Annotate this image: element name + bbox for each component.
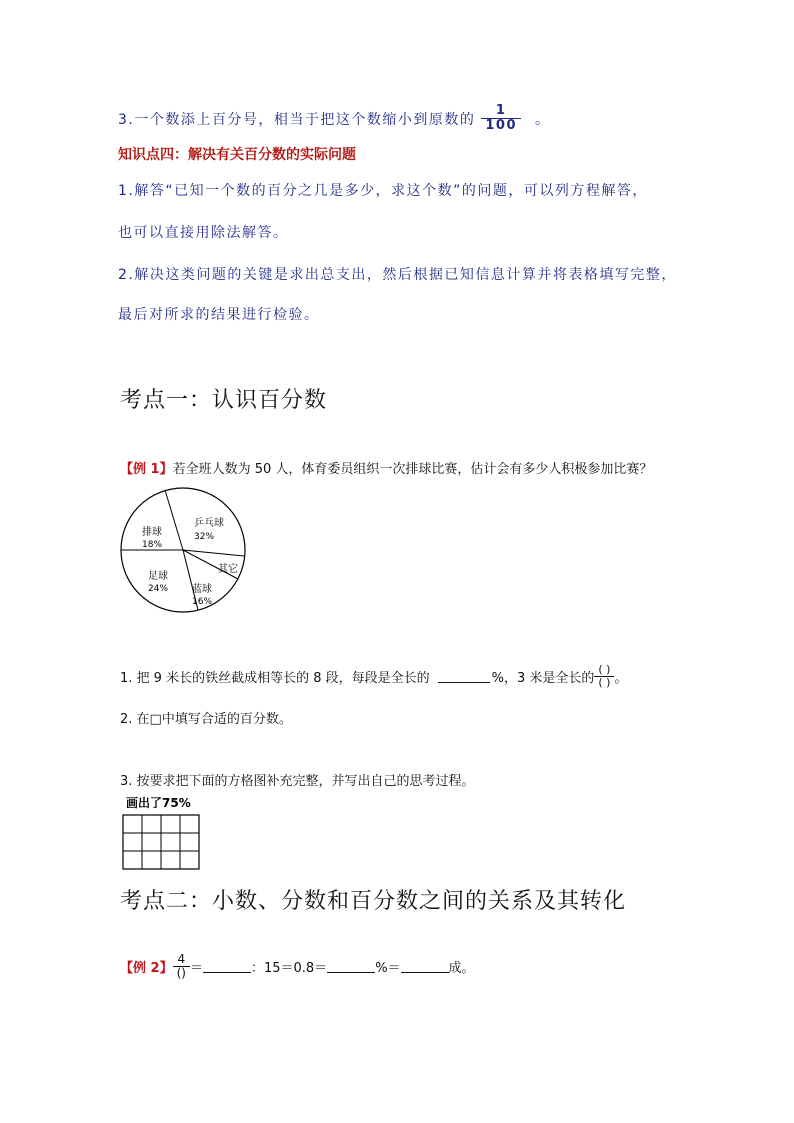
paragraph-2-line-1: 2.解决这类问题的关键是求出总支出，然后根据已知信息计算并将表格填写完整， xyxy=(118,267,677,283)
knowledge-item-3-text: 3.一个数添上百分号，相当于把这个数缩小到原数的 xyxy=(118,111,476,128)
knowledge-item-3: 3.一个数添上百分号，相当于把这个数缩小到原数的 $\frac{1}{100}$ 。 xyxy=(118,103,551,134)
question-1-fraction-blank[interactable]: $\frac{( )}{( )}$ xyxy=(594,664,614,689)
fraction-one-hundredth: $\frac{1}{100}$ xyxy=(481,104,521,134)
example-2-blank-3[interactable] xyxy=(401,960,449,973)
grid-figure xyxy=(122,794,200,874)
slice-value-basketball: 16% xyxy=(192,597,213,607)
question-1-text-a: 1. 把 9 米长的铁丝截成相等长的 8 段，每段是全长的 xyxy=(120,671,430,687)
slice-value-football: 24% xyxy=(148,584,169,594)
paragraph-1-line-2: 也可以直接用除法解答。 xyxy=(118,225,289,241)
example-1 xyxy=(120,458,652,477)
example-1-text: 若全班人数为 50 人，体育委员组织一次排球比赛，估计会有多少人积极参加比赛？ xyxy=(172,462,653,477)
slice-label-basketball: 蓝球 xyxy=(192,584,212,595)
paragraph-2-line-2: 最后对所求的结果进行检验。 xyxy=(118,307,320,323)
slice-label-pingpong: 乒乓球 xyxy=(194,518,224,529)
slice-label-football: 足球 xyxy=(148,571,168,582)
slice-label-other: 其它 xyxy=(218,564,238,575)
question-1-blank-percent[interactable] xyxy=(438,670,490,683)
slice-value-volleyball: 18% xyxy=(142,540,163,550)
example-1-tag: 【例 1】 xyxy=(120,462,173,477)
section4-title: 知识点四：解决有关百分数的实际问题 xyxy=(118,147,356,163)
question-1-text-b: %，3 米是全长的 xyxy=(491,671,595,687)
kaodian-1-title: 考点一：认识百分数 xyxy=(120,388,328,413)
example-2-blank-2[interactable] xyxy=(327,960,375,973)
example-2-fraction: $\frac{4}{()}$ xyxy=(173,953,190,980)
question-2: 2. 在□中填写合适的百分数。 xyxy=(120,712,292,727)
question-1: 1. 把 9 米长的铁丝截成相等长的 8 段，每段是全长的 %，3 米是全长的 $\frac{( )}{( )}$ 。 xyxy=(120,663,628,690)
grid-label: 画出了75% xyxy=(126,796,191,810)
slice-value-pingpong: 32% xyxy=(194,532,215,542)
paragraph-1-line-1: 1.解答“已知一个数的百分之几是多少，求这个数”的问题，可以列方程解答， xyxy=(118,183,648,199)
square-grid[interactable] xyxy=(122,814,200,870)
pie-chart xyxy=(120,484,260,620)
slice-label-volleyball: 排球 xyxy=(142,527,162,538)
kaodian-2-title: 考点二：小数、分数和百分数之间的关系及其转化 xyxy=(120,889,627,914)
example-2-blank-1[interactable] xyxy=(203,960,251,973)
example-2: 【例 2】 $\frac{4}{()}$ ＝ ：15＝0.8＝ %＝ 成。 xyxy=(120,952,475,981)
question-3: 3. 按要求把下面的方格图补充完整，并写出自己的思考过程。 xyxy=(120,774,475,789)
example-2-tag: 【例 2】 xyxy=(120,961,173,977)
